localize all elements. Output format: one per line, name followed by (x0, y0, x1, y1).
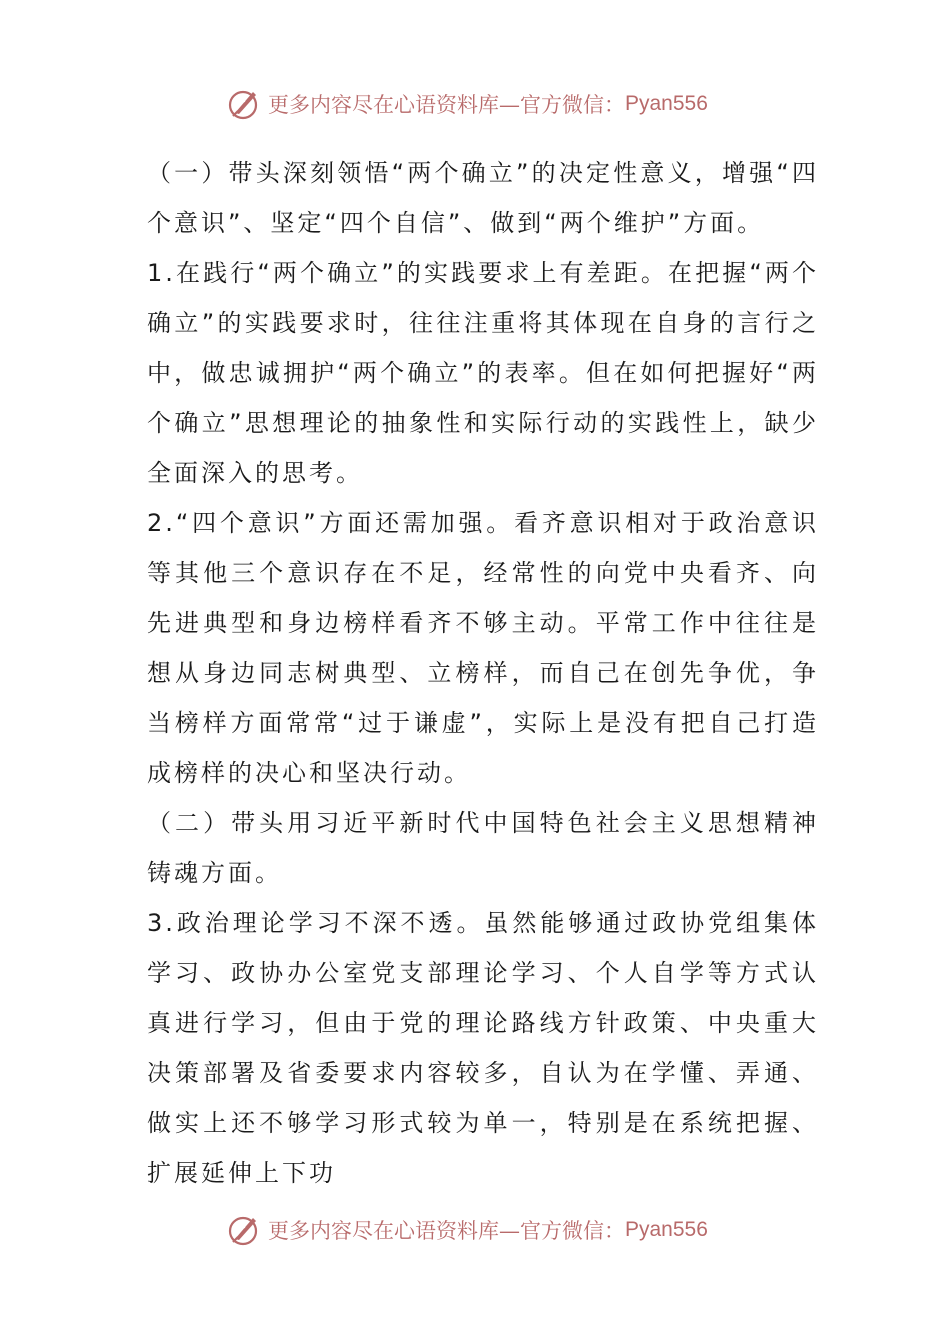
watermark-wechat-id: Pyan556 (625, 92, 708, 115)
watermark-wechat-id: Pyan556 (625, 1218, 708, 1241)
paragraph-item-2: 2.“四个意识”方面还需加强。看齐意识相对于政治意识等其他三个意识存在不足，经常性的向党中央看齐、向先进典型和身边榜样看齐不够主动。平常工作中往往是想从身边同志树典型、立榜样，而自己在创先争优，争当榜样方面常常“过于谦虚”，实际上是没有把自己打造成榜样的决心和坚决行动。 (147, 509, 819, 787)
document-body (147, 148, 819, 1198)
header-watermark (226, 84, 708, 124)
quill-pen-seal-icon (226, 86, 262, 122)
paragraph-item-1: 1.在践行“两个确立”的实践要求上有差距。在把握“两个确立”的实践要求时，往往注重将其体现在自身的言行之中，做忠诚拥护“两个确立”的表率。但在如何把握好“两个确立”思想理论的抽象性和实际行动的实践性上，缺少全面深入的思考。 (147, 259, 819, 487)
watermark-brand-text: 更多内容尽在心语资料库—官方微信： (268, 93, 625, 117)
footer-watermark (226, 1210, 708, 1250)
watermark-brand-text: 更多内容尽在心语资料库—官方微信： (268, 1219, 625, 1243)
section-heading-1: （一）带头深刻领悟“两个确立”的决定性意义，增强“四个意识”、坚定“四个自信”、做到“两个维护”方面。 (147, 159, 819, 237)
paragraph-item-3: 3.政治理论学习不深不透。虽然能够通过政协党组集体学习、政协办公室党支部理论学习、个人自学等方式认真进行学习，但由于党的理论路线方针政策、中央重大决策部署及省委要求内容较多，自认为在学懂、弄通、做实上还不够学习形式较为单一，特别是在系统把握、扩展延伸上下功 (147, 909, 819, 1187)
quill-pen-seal-icon (226, 1212, 262, 1248)
section-heading-2: （二）带头用习近平新时代中国特色社会主义思想精神铸魂方面。 (147, 809, 819, 887)
